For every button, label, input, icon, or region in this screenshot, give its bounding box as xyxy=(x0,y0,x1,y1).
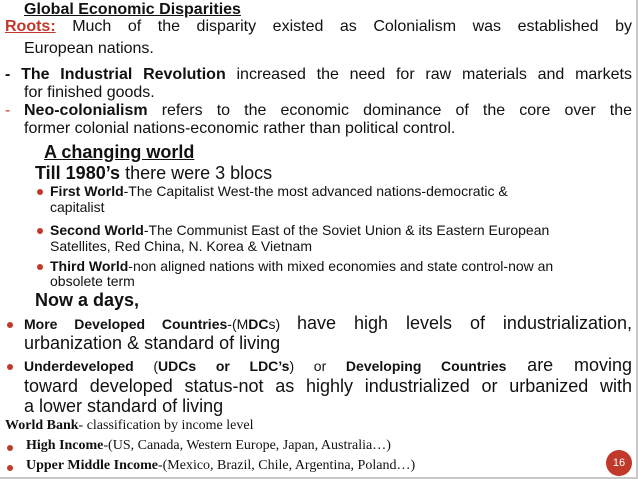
mdc-mid-2: s) xyxy=(268,316,298,332)
world-bank-line xyxy=(5,418,253,434)
bullet-icon xyxy=(7,322,13,328)
income-upper-middle-line xyxy=(26,458,415,474)
bullet-icon xyxy=(7,445,13,451)
udc-bold-1: Underdeveloped xyxy=(24,358,134,374)
till-bold: Till 1980’s xyxy=(35,163,121,183)
income-high-bold: High Income xyxy=(26,438,104,453)
slide-title: Global Economic Disparities xyxy=(24,1,241,18)
neo-line-2: former colonial nations-economic rather than political control. xyxy=(24,120,456,137)
bullet-icon xyxy=(37,189,43,195)
world-bank-rest: - classification by income level xyxy=(78,418,254,433)
bloc-second-line-2: Satellites, Red China, N. Korea & Vietnam xyxy=(50,238,312,254)
bullet-icon xyxy=(7,364,13,370)
bloc-first-line-2: capitalist xyxy=(50,199,105,215)
udc-bold-2: UDCs or LDC’s xyxy=(158,358,290,374)
income-upper-middle-rest: -(Mexico, Brazil, Chile, Argentina, Poland…) xyxy=(157,458,416,473)
page-number-badge: 16 xyxy=(606,450,632,476)
bloc-third-line-2: obsolete term xyxy=(50,273,135,289)
bloc-second-text: -The Communist East of the Soviet Union & its Eastern European xyxy=(143,222,550,238)
industrial-line-1 xyxy=(5,66,632,84)
mdc-rest: have high levels of industrialization, xyxy=(297,313,633,333)
roots-line-1 xyxy=(5,18,632,36)
neo-prefix: - xyxy=(5,102,11,119)
now-a-days-heading: Now a days, xyxy=(35,290,140,310)
world-bank-bold: World Bank xyxy=(5,418,79,433)
changing-world-heading: A changing world xyxy=(44,142,195,162)
till-1980s-line xyxy=(35,163,272,184)
neo-rest: refers to the economic dominance of the core over the xyxy=(147,102,632,119)
udc-line-1 xyxy=(24,355,632,376)
roots-text: Much of the disparity existed as Colonialism was established by xyxy=(72,18,632,35)
udc-line-3: a lower standard of living xyxy=(24,396,224,416)
bloc-third-text: -non aligned nations with mixed economies and state control-now an xyxy=(128,258,554,274)
bloc-third-line-1 xyxy=(50,258,553,274)
mdc-mid-1: -(M xyxy=(227,316,249,332)
udc-line-2 xyxy=(24,376,632,397)
neo-bold: Neo-colonialism xyxy=(24,102,148,119)
udc-mid-1: ( xyxy=(133,358,159,374)
bloc-first-text: -The Capitalist West-the most advanced nations-democratic & xyxy=(123,183,508,199)
industrial-prefix: - xyxy=(5,66,22,83)
income-high-line xyxy=(26,438,391,454)
mdc-bold-1: More Developed Countries xyxy=(24,316,228,332)
udc-rest: are moving xyxy=(506,355,633,375)
industrial-bold: The Industrial Revolution xyxy=(21,66,226,83)
bullet-icon xyxy=(37,228,43,234)
bullet-icon xyxy=(37,264,43,270)
bloc-second-bold: Second World xyxy=(50,222,144,238)
industrial-line-2: for finished goods. xyxy=(24,84,155,101)
udc-bold-3: Developing Countries xyxy=(345,358,507,374)
mdc-bold-2: DC xyxy=(248,316,269,332)
udc-mid-2: ) or xyxy=(289,358,346,374)
income-high-rest: -(US, Canada, Western Europe, Japan, Australia…) xyxy=(103,438,391,453)
mdc-line-1 xyxy=(24,313,632,334)
bullet-icon xyxy=(7,465,13,471)
roots-line-2: European nations. xyxy=(24,40,154,57)
income-upper-middle-bold: Upper Middle Income xyxy=(26,458,158,473)
industrial-rest: increased the need for raw materials and markets xyxy=(225,66,632,83)
bloc-first-line-1 xyxy=(50,183,508,199)
mdc-line-2: urbanization & standard of living xyxy=(24,333,281,353)
bloc-second-line-1 xyxy=(50,222,549,238)
bloc-first-bold: First World xyxy=(50,183,124,199)
bloc-third-bold: Third World xyxy=(50,258,129,274)
neo-line-1 xyxy=(24,102,632,120)
udc-line-2-text: toward developed status-not as highly industrialized or urbanized with xyxy=(24,376,632,396)
roots-label: Roots: xyxy=(5,18,56,35)
till-rest: there were 3 blocs xyxy=(120,163,273,183)
